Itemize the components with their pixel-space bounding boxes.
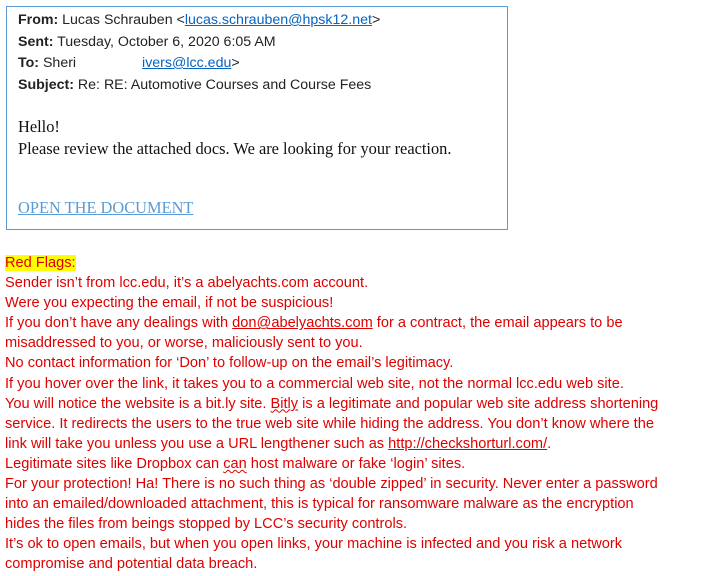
flag-text: . (547, 435, 552, 452)
flag-line (5, 394, 705, 414)
bitly-word: Bitly (270, 395, 299, 412)
flag-line: into an emailed/downloaded attachment, this is typical for ransomware malware as the encryption (5, 496, 634, 513)
flag-line: Sender isn’t from lcc.edu, it’s a abelyachts.com account. (5, 275, 369, 292)
sent-label: Sent: (18, 34, 54, 50)
from-name: Lucas Schrauben < (62, 12, 185, 28)
flag-line: For your protection! Ha! There is no such thing as ‘double zipped’ in security. Never enter a password (5, 476, 658, 493)
flag-line: compromise and potential data breach. (5, 556, 258, 573)
subject-row (18, 76, 371, 94)
flag-line: service. It redirects the users to the true web site while hiding the address. You don’t know where the (5, 415, 654, 432)
from-address-link[interactable]: lucas.schrauben@hpsk12.net (184, 12, 372, 28)
flag-line (5, 434, 705, 454)
to-label: To: (18, 55, 40, 71)
subject-value: Re: RE: Automotive Courses and Course Fees (77, 77, 372, 93)
flag-text: host malware or fake ‘login’ sites. (246, 455, 466, 472)
to-address-link[interactable]: ivers@lcc.edu (142, 55, 232, 71)
flag-line: If you hover over the link, it takes you to a commercial web site, not the normal lcc.edu web site. (5, 375, 624, 392)
sent-value: Tuesday, October 6, 2020 6:05 AM (57, 34, 276, 50)
flag-line: misaddressed to you, or worse, maliciously sent to you. (5, 335, 363, 352)
subject-label: Subject: (18, 77, 74, 93)
flag-text: is a legitimate and popular web site address shortening (298, 395, 659, 412)
flag-line: hides the files from beings stopped by LCC’s security controls. (5, 516, 408, 533)
sent-row (18, 33, 276, 51)
to-close: > (231, 55, 240, 71)
from-close: > (371, 12, 381, 28)
flag-text: If you don’t have any dealings with (5, 315, 233, 332)
flag-line: No contact information for ‘Don’ to follow-up on the email’s legitimacy. (5, 355, 454, 372)
flag-text: Legitimate sites like Dropbox can (5, 455, 224, 472)
flag-text: You will notice the website is a bit.ly site. (5, 395, 271, 412)
open-document-link[interactable]: OPEN THE DOCUMENT (18, 198, 194, 217)
to-name: Sheri (42, 55, 77, 71)
red-flags-heading: Red Flags: (5, 255, 76, 271)
flag-text: link will take you unless you use a URL lengthener such as (5, 435, 389, 452)
email-preview (6, 6, 508, 230)
flag-line: It’s ok to open emails, but when you open links, your machine is infected and you risk a network (5, 536, 623, 553)
greeting: Hello! (18, 117, 60, 136)
flag-line (5, 313, 705, 333)
message-body: Please review the attached docs. We are looking for your reaction. (18, 139, 452, 158)
from-label: From: (18, 12, 59, 28)
to-row (18, 54, 240, 72)
red-flags-section (5, 253, 705, 575)
checkshorturl-link[interactable]: http://checkshorturl.com/ (388, 435, 548, 452)
flag-line: Were you expecting the email, if not be suspicious! (5, 295, 334, 312)
flag-line (5, 454, 705, 474)
sender-email-link[interactable]: don@abelyachts.com (232, 315, 373, 332)
from-row (18, 11, 380, 29)
flag-text: for a contract, the email appears to be (372, 315, 623, 332)
duplicate-word: can (223, 455, 247, 472)
